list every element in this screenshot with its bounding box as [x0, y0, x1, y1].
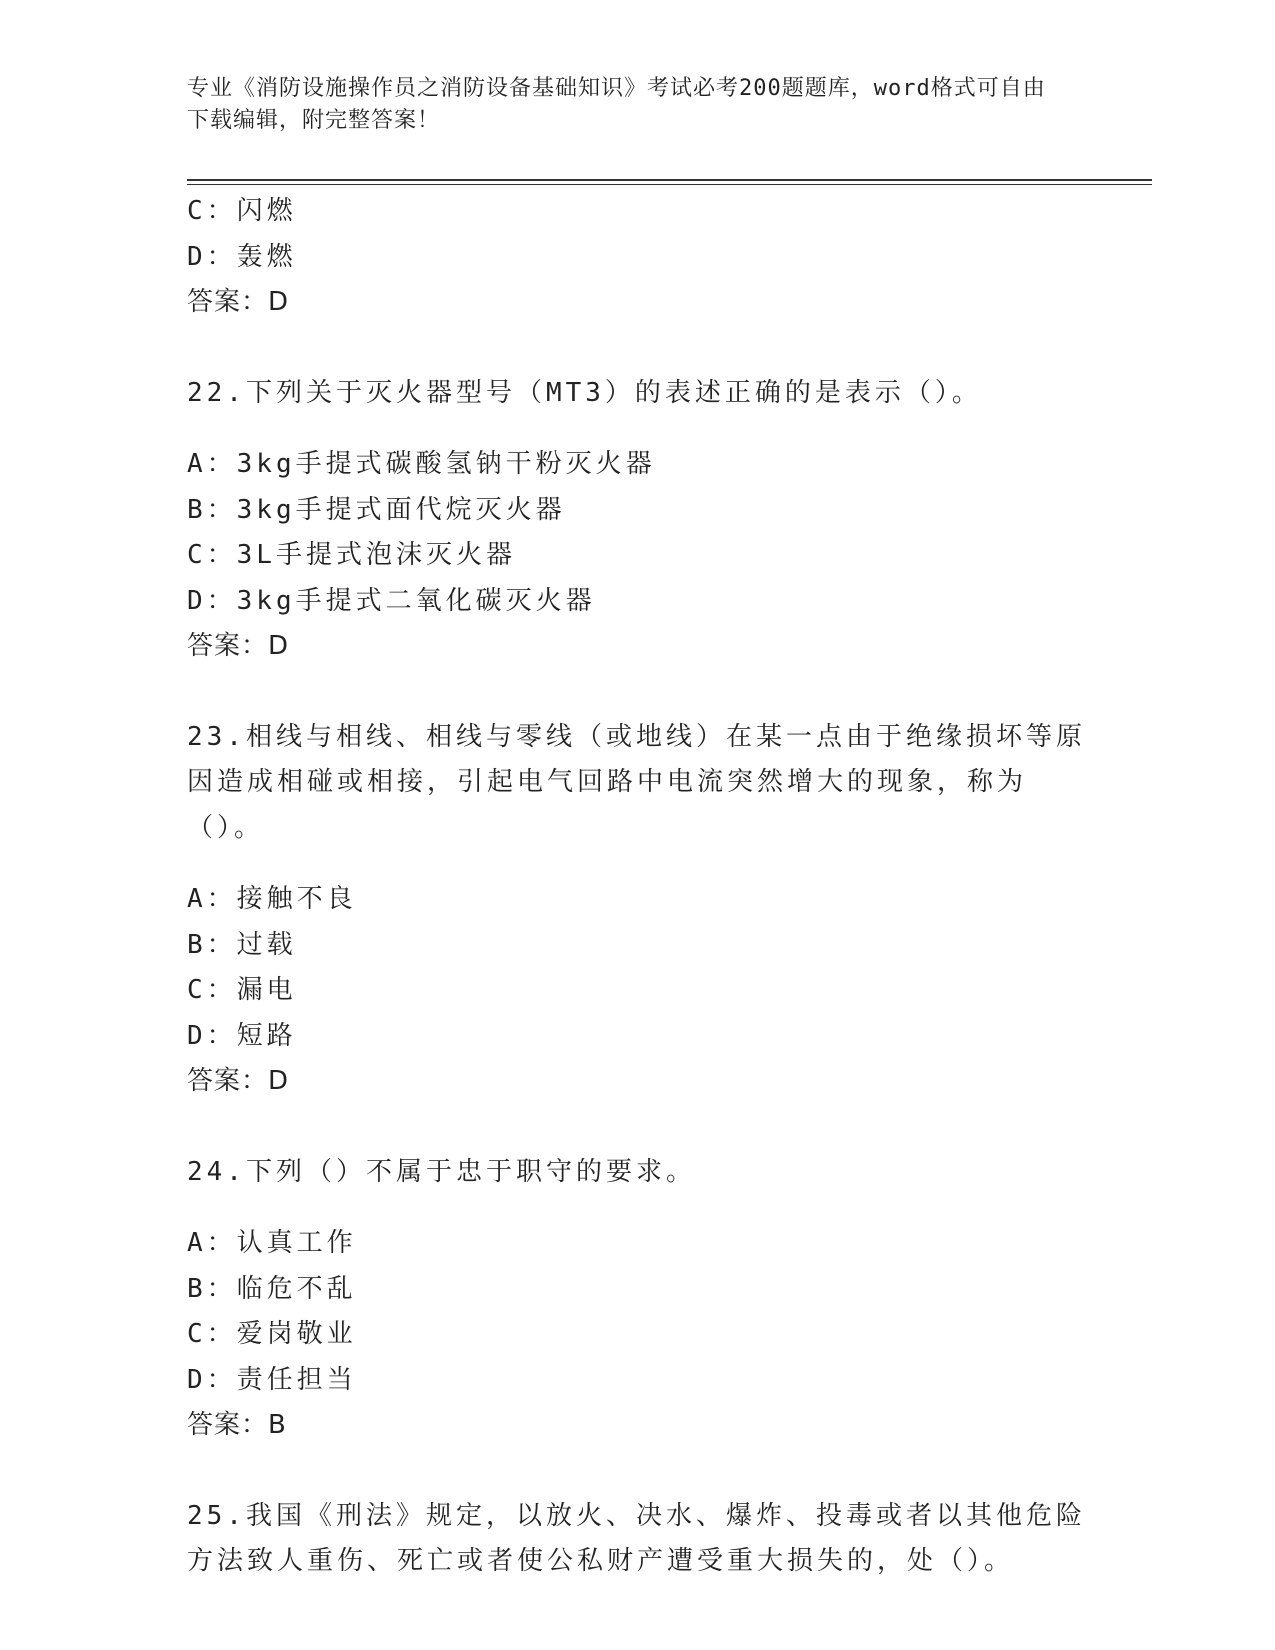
answer: 答案：D — [187, 631, 290, 661]
question-22 — [187, 371, 1087, 670]
question-text: 25.我国《刑法》规定，以放火、决水、爆炸、投毒或者以其他危险方法致人重伤、死亡或者使公私财产遭受重大损失的，处（）。 — [187, 1500, 1086, 1576]
option-b: B：3kg手提式面代烷灭火器 — [187, 494, 566, 525]
option-d: D：3kg手提式二氧化碳灭火器 — [187, 585, 596, 616]
option-d: D：轰燃 — [187, 241, 297, 272]
option-c: C：闪燃 — [187, 196, 297, 226]
answer: 答案：B — [187, 1410, 287, 1440]
option-b: B：过载 — [187, 929, 297, 960]
question-text: 23.相线与相线、相线与零线（或地线）在某一点由于绝缘损坏等原因造成相碰或相接，引起电气回路中电流突然增大的现象，称为（）。 — [187, 721, 1086, 843]
document-header — [187, 73, 1067, 137]
header-divider — [187, 179, 1152, 185]
option-d: D：短路 — [187, 1020, 297, 1051]
option-a: A：3kg手提式碳酸氢钠干粉灭火器 — [187, 449, 656, 479]
question-text: 22.下列关于灭火器型号（MT3）的表述正确的是表示（）。 — [187, 377, 982, 408]
partial-question — [187, 189, 1087, 326]
option-a: A：认真工作 — [187, 1228, 357, 1258]
document-body — [187, 189, 1087, 1611]
option-c: C：爱岗敬业 — [187, 1319, 357, 1349]
option-c: C：3L手提式泡沫灭火器 — [187, 540, 516, 570]
option-a: A：接触不良 — [187, 884, 357, 914]
option-b: B：临危不乱 — [187, 1273, 357, 1304]
question-25 — [187, 1494, 1087, 1585]
question-23 — [187, 715, 1087, 1105]
option-d: D：责任担当 — [187, 1364, 357, 1395]
document-title: 专业《消防设施操作员之消防设备基础知识》考试必考200题题库，word格式可自由下载编辑，附完整答案！ — [187, 76, 1046, 133]
question-24 — [187, 1150, 1087, 1449]
answer: 答案：D — [187, 287, 290, 317]
question-text: 24.下列（）不属于忠于职守的要求。 — [187, 1156, 696, 1187]
option-c: C：漏电 — [187, 975, 297, 1005]
answer: 答案：D — [187, 1066, 290, 1096]
